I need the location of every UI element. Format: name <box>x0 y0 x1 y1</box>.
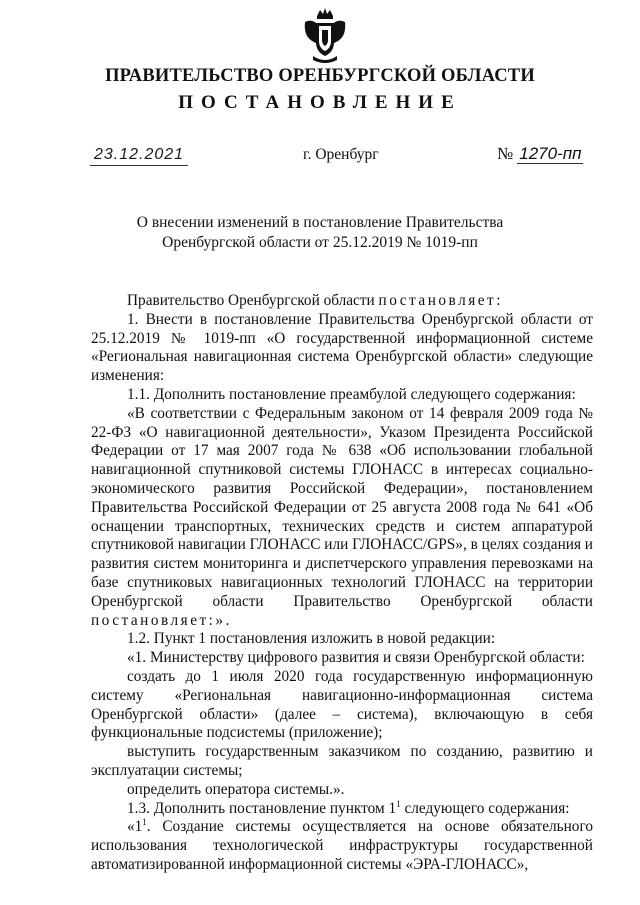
coat-of-arms-icon <box>303 6 347 64</box>
decree-body <box>91 292 593 875</box>
intro-paragraph: Правительство Оренбургской области постановляет: <box>127 292 503 309</box>
decree-city: г. Оренбург <box>303 146 379 163</box>
paragraph-1-3: 1.3. Дополнить постановление пунктом $1^1$ следующего содержания: <box>127 798 570 817</box>
number-value: 1270-пп <box>519 144 582 163</box>
paragraph-1-2-a: создать до 1 июля 2020 года государственную информационную систему «Региональная навигационно-информационная система Оренбургской области» (далее – система), включающую в себя функциональные подсистемы (приложение); <box>91 667 593 742</box>
paragraph-1-1: 1.1. Дополнить постановление преамбулой следующего содержания: <box>127 385 576 403</box>
number-prefix: № <box>497 144 514 163</box>
paragraph-1-3-quote: «$1^1$. Создание системы осуществляется на основе обязательного использования технологической инфраструктуры государственной автоматизированной информационной системы «ЭРА-ГЛОНАСС», <box>91 817 593 873</box>
paragraph-1-2-b: выступить государственным заказчиком по созданию, развитию и эксплуатации системы; <box>91 743 593 779</box>
paragraph-1-1-quote: «В соответствии с Федеральным законом от 14 февраля 2009 года № 22-ФЗ «О навигационной деятельности», Указом Президента Российской Федерации от 17 мая 2007 года № 638 «Об использовании глобальной навигационной спутниковой системы ГЛОНАСС в интересах социально-экономического развития Российской Федерации», постановлением Правительства Российской Федерации от 25 августа 2008 года № 641 «Об оснащении транспортных, технических средств и систем аппаратурой спутниковой навигации ГЛОНАСС или ГЛОНАСС/GPS», в целях создания и развития систем мониторинга и диспетчерского управления перевозками на базе спутниковых навигационных технологий ГЛОНАСС на территории Оренбургской области Правительство Оренбургской области постановляет:». <box>91 404 593 629</box>
decree-subject <box>0 213 640 253</box>
paragraph-1-2-item: «1. Министерству цифрового развития и связи Оренбургской области: <box>127 649 585 667</box>
paragraph-1-2: 1.2. Пункт 1 постановления изложить в новой редакции: <box>127 630 496 648</box>
government-title: ПРАВИТЕЛЬСТВО ОРЕНБУРГСКОЙ ОБЛАСТИ <box>105 66 535 86</box>
decree-number <box>497 144 583 164</box>
decree-date: 23.12.2021 <box>90 146 188 166</box>
subject-line-2: Оренбургской области от 25.12.2019 № 1019-пп <box>162 234 478 251</box>
subject-line-1: О внесении изменений в постановление Правительства <box>136 214 504 231</box>
decree-title: ПОСТАНОВЛЕНИЕ <box>178 92 462 113</box>
paragraph-1: 1. Внести в постановление Правительства Оренбургской области от 25.12.2019 № 1019-пп «О государственной информационной системе «Региональная навигационная система Оренбургской области» следующие изменения: <box>91 310 593 385</box>
paragraph-1-2-c: определить оператора системы.». <box>127 780 345 798</box>
